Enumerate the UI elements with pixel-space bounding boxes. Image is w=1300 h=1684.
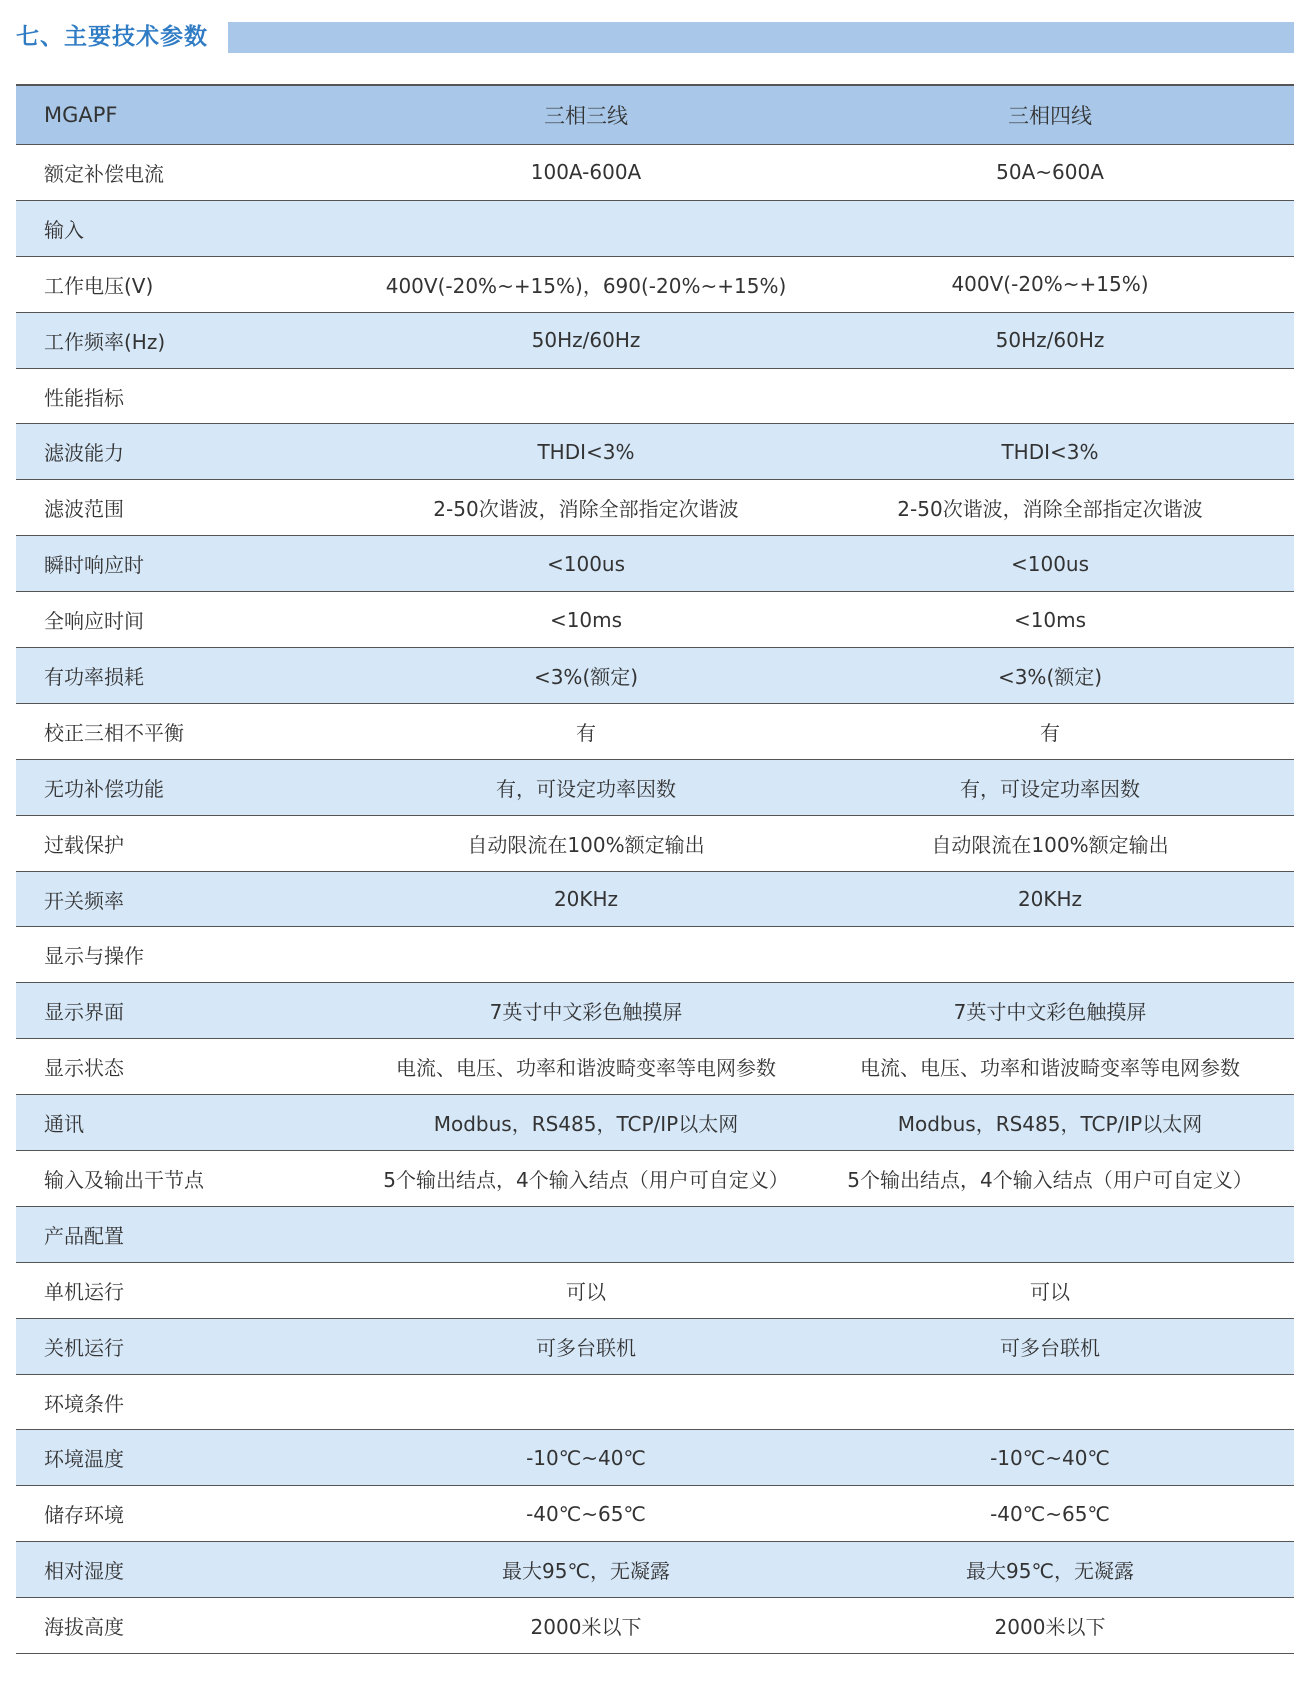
row-label-cell: 环境条件 bbox=[44, 1391, 124, 1416]
three-phase-four-wire-value: <3%(额定) bbox=[997, 664, 1103, 689]
table-row bbox=[16, 592, 1294, 648]
row-label-cell: 滤波能力 bbox=[44, 441, 124, 466]
three-phase-four-wire-value: 可多台联机 bbox=[1000, 1335, 1100, 1360]
three-phase-three-wire-value: 400V(-20%~+15%)，690(-20%~+15%) bbox=[385, 273, 787, 298]
three-phase-three-wire-value: 自动限流在100%额定输出 bbox=[467, 832, 705, 857]
table-row bbox=[16, 648, 1294, 704]
three-phase-three-wire-value: 最大95℃，无凝露 bbox=[502, 1559, 670, 1584]
three-phase-four-wire-value: Modbus，RS485，TCP/IP以太网 bbox=[897, 1112, 1203, 1137]
table-row bbox=[16, 1486, 1294, 1542]
three-phase-three-wire-value: <100us bbox=[546, 551, 626, 576]
three-phase-four-wire-value: -40℃~65℃ bbox=[990, 1501, 1110, 1526]
header-three-phase-three-wire-cell: 三相三线 bbox=[544, 104, 628, 128]
row-label-cell: 产品配置 bbox=[44, 1223, 124, 1248]
row-label-cell: 有功率损耗 bbox=[44, 664, 144, 689]
table-row bbox=[16, 480, 1294, 536]
row-label-cell: 性能指标 bbox=[44, 385, 124, 410]
three-phase-three-wire-value: 50Hz/60Hz bbox=[531, 328, 641, 353]
table-row bbox=[16, 1542, 1294, 1598]
three-phase-three-wire-value: -40℃~65℃ bbox=[526, 1501, 646, 1526]
row-label-cell: 过载保护 bbox=[44, 832, 124, 857]
row-label-cell: 海拔高度 bbox=[44, 1615, 124, 1640]
three-phase-four-wire-value: 自动限流在100%额定输出 bbox=[931, 832, 1169, 857]
table-row bbox=[16, 1095, 1294, 1151]
row-label-cell: 瞬时响应时 bbox=[44, 553, 144, 578]
row-label-cell: 显示与操作 bbox=[44, 944, 144, 969]
three-phase-three-wire-value: 有，可设定功率因数 bbox=[496, 776, 676, 801]
three-phase-three-wire-value: 7英寸中文彩色触摸屏 bbox=[489, 1000, 683, 1025]
row-label-cell: 额定补偿电流 bbox=[44, 161, 164, 186]
row-label-cell: 单机运行 bbox=[44, 1279, 124, 1304]
three-phase-three-wire-value: 20KHz bbox=[553, 887, 619, 912]
three-phase-three-wire-value: Modbus，RS485，TCP/IP以太网 bbox=[433, 1112, 739, 1137]
row-label-cell: 显示界面 bbox=[44, 1000, 124, 1025]
three-phase-four-wire-value: 可以 bbox=[1030, 1279, 1070, 1304]
table-row bbox=[16, 1319, 1294, 1375]
three-phase-four-wire-value: 20KHz bbox=[1017, 887, 1083, 912]
three-phase-four-wire-value: 2-50次谐波，消除全部指定次谐波 bbox=[897, 497, 1203, 522]
table-row bbox=[16, 424, 1294, 480]
header-model-cell: MGAPF bbox=[44, 103, 118, 127]
table-row bbox=[16, 704, 1294, 760]
table-row bbox=[16, 1598, 1294, 1654]
three-phase-four-wire-value: THDI<3% bbox=[1001, 439, 1099, 464]
three-phase-four-wire-value: 50Hz/60Hz bbox=[995, 328, 1105, 353]
table-row bbox=[16, 1151, 1294, 1207]
row-label-cell: 全响应时间 bbox=[44, 609, 144, 634]
table-row bbox=[16, 369, 1294, 425]
three-phase-four-wire-value: 400V(-20%~+15%) bbox=[951, 272, 1149, 297]
table-row bbox=[16, 145, 1294, 201]
section-header bbox=[16, 20, 1294, 54]
three-phase-four-wire-value: 2000米以下 bbox=[994, 1615, 1106, 1640]
table-row bbox=[16, 257, 1294, 313]
row-label-cell: 储存环境 bbox=[44, 1503, 124, 1528]
table-row bbox=[16, 983, 1294, 1039]
spec-table bbox=[16, 84, 1294, 1654]
three-phase-four-wire-value: 有，可设定功率因数 bbox=[960, 776, 1140, 801]
three-phase-four-wire-value: <10ms bbox=[1013, 607, 1087, 632]
row-label-cell: 通讯 bbox=[44, 1112, 84, 1137]
table-row bbox=[16, 201, 1294, 257]
row-label-cell: 相对湿度 bbox=[44, 1559, 124, 1584]
section-title-bar bbox=[228, 22, 1294, 53]
header-three-phase-four-wire-cell: 三相四线 bbox=[1008, 104, 1092, 128]
table-row bbox=[16, 1375, 1294, 1431]
section-title: 七、主要技术参数 bbox=[16, 24, 208, 50]
table-row bbox=[16, 313, 1294, 369]
three-phase-four-wire-value: 电流、电压、功率和谐波畸变率等电网参数 bbox=[860, 1056, 1240, 1081]
row-label-cell: 开关频率 bbox=[44, 888, 124, 913]
three-phase-three-wire-value: <10ms bbox=[549, 607, 623, 632]
row-label-cell: 环境温度 bbox=[44, 1447, 124, 1472]
table-row bbox=[16, 760, 1294, 816]
three-phase-four-wire-value: 50A~600A bbox=[996, 160, 1104, 185]
three-phase-three-wire-value: 有 bbox=[576, 720, 596, 745]
table-row bbox=[16, 1207, 1294, 1263]
row-label-cell: 输入 bbox=[44, 217, 84, 242]
three-phase-three-wire-value: -10℃~40℃ bbox=[526, 1445, 646, 1470]
table-row bbox=[16, 1263, 1294, 1319]
three-phase-three-wire-value: 5个输出结点，4个输入结点（用户可自定义） bbox=[383, 1167, 789, 1192]
row-label-cell: 工作频率(Hz) bbox=[44, 329, 166, 354]
three-phase-three-wire-value: 100A-600A bbox=[530, 160, 642, 185]
table-header-row bbox=[16, 86, 1294, 145]
row-label-cell: 输入及输出干节点 bbox=[44, 1167, 204, 1192]
three-phase-three-wire-value: 2000米以下 bbox=[530, 1615, 642, 1640]
table-row bbox=[16, 1039, 1294, 1095]
row-label-cell: 工作电压(V) bbox=[44, 273, 154, 298]
table-row bbox=[16, 536, 1294, 592]
row-label-cell: 滤波范围 bbox=[44, 497, 124, 522]
three-phase-four-wire-value: 7英寸中文彩色触摸屏 bbox=[953, 1000, 1147, 1025]
row-label-cell: 无功补偿功能 bbox=[44, 776, 164, 801]
three-phase-four-wire-value: 最大95℃，无凝露 bbox=[966, 1559, 1134, 1584]
three-phase-four-wire-value: -10℃~40℃ bbox=[990, 1445, 1110, 1470]
three-phase-three-wire-value: 电流、电压、功率和谐波畸变率等电网参数 bbox=[396, 1056, 776, 1081]
three-phase-three-wire-value: 可多台联机 bbox=[536, 1335, 636, 1360]
table-row bbox=[16, 927, 1294, 983]
three-phase-three-wire-value: THDI<3% bbox=[537, 439, 635, 464]
three-phase-three-wire-value: 可以 bbox=[566, 1279, 606, 1304]
table-row bbox=[16, 1430, 1294, 1486]
three-phase-three-wire-value: 2-50次谐波，消除全部指定次谐波 bbox=[433, 497, 739, 522]
row-label-cell: 关机运行 bbox=[44, 1335, 124, 1360]
row-label-cell: 显示状态 bbox=[44, 1056, 124, 1081]
table-row bbox=[16, 816, 1294, 872]
table-row bbox=[16, 872, 1294, 928]
three-phase-four-wire-value: <100us bbox=[1010, 551, 1090, 576]
three-phase-four-wire-value: 5个输出结点，4个输入结点（用户可自定义） bbox=[847, 1167, 1253, 1192]
row-label-cell: 校正三相不平衡 bbox=[44, 720, 184, 745]
three-phase-four-wire-value: 有 bbox=[1040, 720, 1060, 745]
three-phase-three-wire-value: <3%(额定) bbox=[533, 664, 639, 689]
